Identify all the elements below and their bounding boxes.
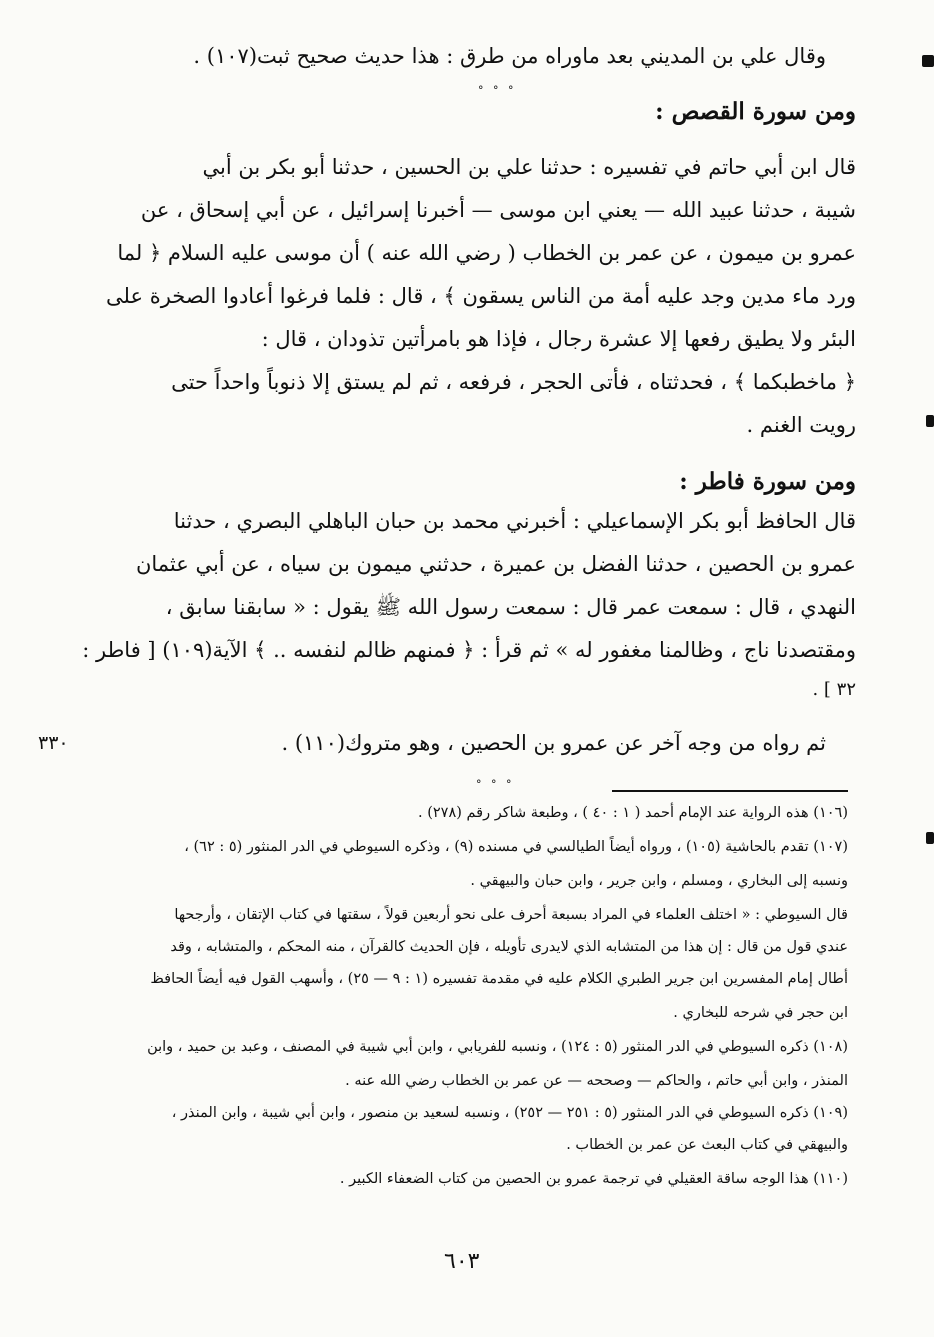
fatir-line-1: قال الحافظ أبو بكر الإسماعيلي : أخبرني محمد بن حبان الباهلي البصري ، حدثنا [173, 509, 856, 533]
footnote-107-line-5: أطال إمام المفسرين ابن جرير الطبري الكلام عليه في مقدمة تفسيره (١ : ٩ — ٢٥) ، وأسهب القول فيه أيضاً الحافظ [150, 971, 848, 987]
qasas-line-2: شيبة ، حدثنا عبيد الله — يعني ابن موسى — أخبرنا إسرائيل ، عن أبي إسحاق ، عن [140, 198, 856, 222]
scan-edge-mark-top [922, 55, 934, 67]
fatir-line-2: عمرو بن الحصين ، حدثنا الفضل بن عميرة ، حدثني ميمون بن سياه ، عن أبي عثمان [135, 552, 856, 576]
qasas-line-6: ﴿ ماخطبكما ﴾ ، فحدثتاه ، فأتى الحجر ، فرفعه ، ثم لم يستق إلا ذنوباً واحداً حتى [171, 370, 856, 394]
footnote-110: (١١٠) هذا الوجه ساقة العقيلي في ترجمة عمرو بن الحصين من كتاب الضعفاء الكبير . [339, 1171, 848, 1187]
margin-number: ٣٣٠ [38, 732, 69, 754]
footnote-106: (١٠٦) هذه الرواية عند الإمام أحمد ( ١ : ٤٠ ) ، وطبعة شاكر رقم (٢٧٨) . [418, 805, 848, 821]
qasas-line-5: البئر ولا يطيق رفعها إلا عشرة رجال ، فإذا هو بامرأتين تذودان ، قال : [261, 327, 856, 351]
separator-dots: ° ° ° [478, 84, 517, 97]
footnote-109-line-2: والبيهقي في كتاب البعث عن عمر بن الخطاب . [566, 1137, 848, 1153]
fatir-last-line: ثم رواه من وجه آخر عن عمرو بن الحصين ، وهو متروك(١١٠) . [281, 731, 826, 755]
section-heading-qasas: ومن سورة القصص : [655, 98, 856, 125]
scan-edge-mark-middle [926, 415, 934, 427]
top-line: وقال علي بن المديني بعد ماوراه من طرق : هذا حديث صحيح ثبت(١٠٧) . [193, 44, 826, 68]
qasas-line-4: ورد ماء مدين وجد عليه أمة من الناس يسقون ﴾ ، قال : فلما فرغوا أعادوا الصخرة على [106, 284, 856, 308]
scan-edge-mark-lower [926, 832, 934, 844]
footnote-107-line-3: قال السيوطي : « اختلف العلماء في المراد بسبعة أحرف على نحو أربعين قولاً ، سقتها في كتاب الإتقان ، وأرجحها [174, 907, 848, 923]
qasas-line-1: قال ابن أبي حاتم في تفسيره : حدثنا علي بن الحسين ، حدثنا أبو بكر بن أبي [202, 155, 856, 179]
footnote-107-line-4: عندي قول من قال : إن هذا من المتشابه الذي لايدرى تأويله ، فإن الحديث كالقرآن ، منه المحكم ، والمتشابه ، وقد [170, 939, 848, 955]
footnote-107-line-2: ونسبه إلى البخاري ، ومسلم ، وابن جرير ، وابن حبان والبيهقي . [470, 873, 848, 889]
footnote-109-line-1: (١٠٩) ذكره السيوطي في الدر المنثور (٥ : ٢٥١ — ٢٥٢) ، ونسبه لسعيد بن منصور ، وابن أبي شيبة ، وابن المنذر ، [171, 1105, 848, 1121]
fatir-line-4: ومقتصدنا ناج ، وظالمنا مغفور له » ثم قرأ : ﴿ فمنهم ظالم لنفسه .. ﴾ الآية(١٠٩) [ فاطر : [82, 638, 856, 662]
footnote-108-line-1: (١٠٨) ذكره السيوطي في الدر المنثور (٥ : ١٢٤) ، ونسبه للفريابي ، وابن أبي شيبة في المصنف ، وعبد بن حميد ، وابن [147, 1039, 848, 1055]
section-heading-fatir: ومن سورة فاطر : [679, 468, 856, 495]
page-number: ٦٠٣ [444, 1249, 480, 1274]
footnote-separator-dots: ° ° ° [476, 778, 515, 791]
footnote-rule [612, 790, 848, 792]
footnote-108-line-2: المنذر ، وابن أبي حاتم ، والحاكم — وصححه — عن عمر بن الخطاب رضي الله عنه . [345, 1073, 848, 1089]
fatir-line-3: النهدي ، قال : سمعت عمر قال : سمعت رسول الله ﷺ يقول : « سابقنا سابق ، [165, 595, 856, 619]
footnote-107-line-6: ابن حجر في شرحه للبخاري . [673, 1005, 848, 1021]
qasas-line-3: عمرو بن ميمون ، عن عمر بن الخطاب ( رضي الله عنه ) أن موسى عليه السلام ﴿ لما [117, 241, 856, 265]
fatir-line-5: ٣٢ ] . [812, 679, 856, 700]
qasas-line-7: رويت الغنم . [746, 413, 856, 437]
footnote-107-line-1: (١٠٧) تقدم بالحاشية (١٠٥) ، ورواه أيضاً الطيالسي في مسنده (٩) ، وذكره السيوطي في الدر المنثور (٥ : ٦٢) ، [184, 839, 848, 855]
